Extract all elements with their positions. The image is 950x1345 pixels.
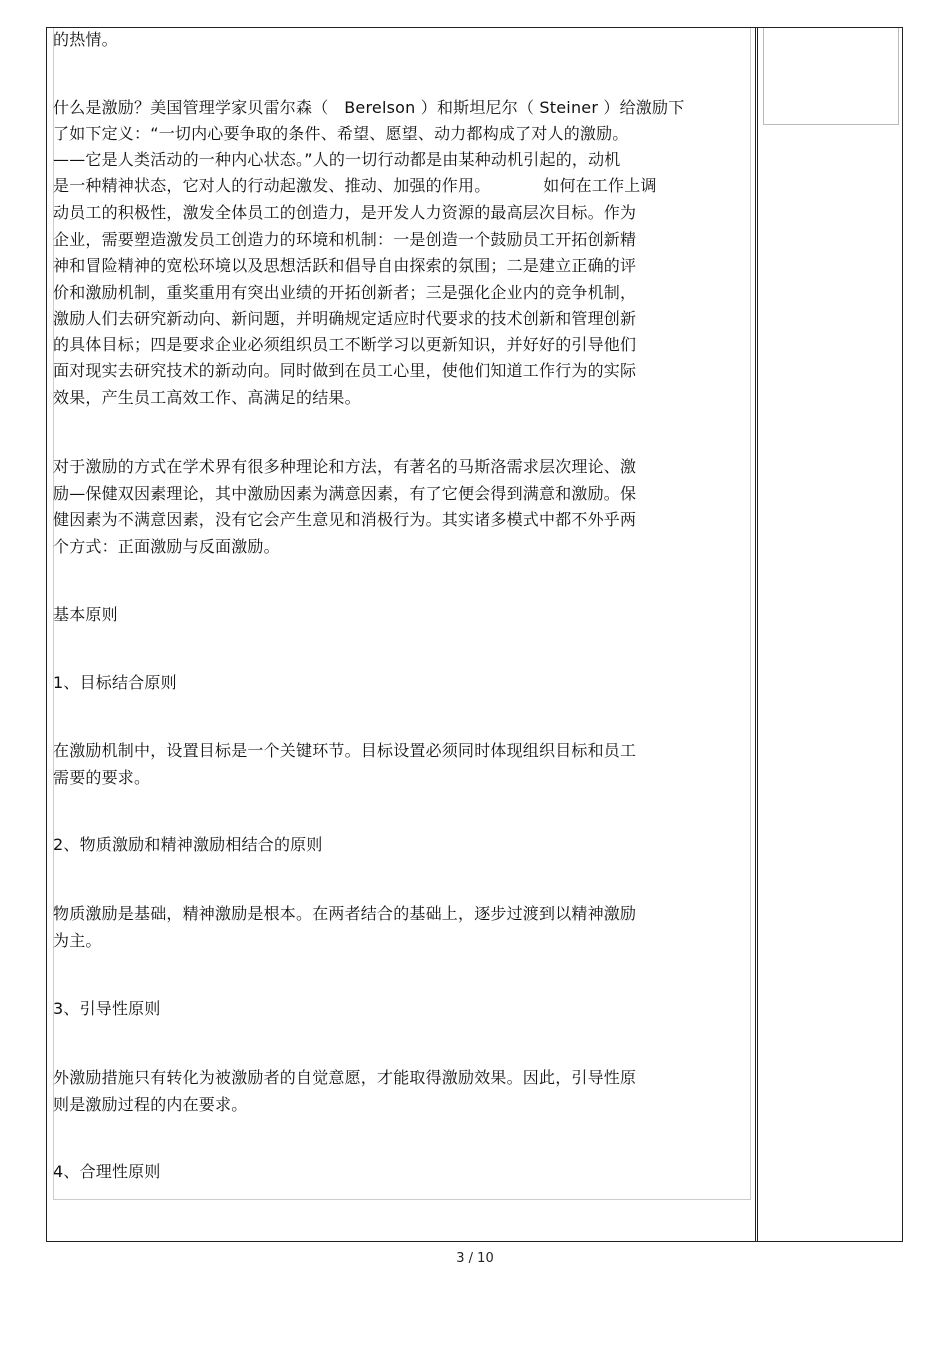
paragraph-line: 动员工的积极性，激发全体员工的创造力，是开发人力资源的最高层次目标。作为 xyxy=(53,203,637,222)
paragraph-line: 效果，产生员工高效工作、高满足的结果。 xyxy=(53,388,361,407)
paragraph-line: 需要的要求。 xyxy=(53,768,151,787)
paragraph-line: 在激励机制中，设置目标是一个关键环节。目标设置必须同时体现组织目标和员工 xyxy=(53,741,637,760)
paragraph-line: 了如下定义：“一切内心要争取的条件、希望、愿望、动力都构成了对人的激励。 xyxy=(53,124,629,143)
principle-heading: 2、物质激励和精神激励相结合的原则 xyxy=(53,835,323,854)
paragraph-line: 面对现实去研究技术的新动向。同时做到在员工心里，使他们知道工作行为的实际 xyxy=(53,361,637,380)
paragraph-line: ——它是人类活动的一种内心状态。”人的一切行动都是由某种动机引起的，动机 xyxy=(53,150,621,169)
paragraph-line: 为主。 xyxy=(53,931,102,950)
page-number: 3 / 10 xyxy=(456,1251,494,1266)
section-heading: 基本原则 xyxy=(53,605,118,624)
paragraph-line: 神和冒险精神的宽松环境以及思想活跃和倡导自由探索的氛围；二是建立正确的评 xyxy=(53,256,637,275)
paragraph-line: 外激励措施只有转化为被激励者的自觉意愿，才能取得激励效果。因此，引导性原 xyxy=(53,1068,637,1087)
paragraph-line: 个方式：正面激励与反面激励。 xyxy=(53,537,280,556)
principle-heading: 1、目标结合原则 xyxy=(53,673,177,692)
paragraph-line: 是一种精神状态，它对人的行动起激发、推动、加强的作用。 如何在工作上调 xyxy=(53,176,657,195)
paragraph-line: 健因素为不满意因素，没有它会产生意见和消极行为。其实诸多模式中都不外乎两 xyxy=(53,510,637,529)
paragraph-line: 物质激励是基础，精神激励是根本。在两者结合的基础上，逐步过渡到以精神激励 xyxy=(53,904,637,923)
principle-heading: 4、合理性原则 xyxy=(53,1162,161,1181)
paragraph-line: 的热情。 xyxy=(53,30,118,49)
paragraph-line: 激励人们去研究新动向、新问题，并明确规定适应时代要求的技术创新和管理创新 xyxy=(53,309,637,328)
paragraph-line: 的具体目标；四是要求企业必须组织员工不断学习以更新知识，并好好的引导他们 xyxy=(53,335,637,354)
paragraph-line: 对于激励的方式在学术界有很多种理论和方法，有著名的马斯洛需求层次理论、激 xyxy=(53,457,637,476)
principle-heading: 3、引导性原则 xyxy=(53,999,161,1018)
paragraph-line: 励—保健双因素理论，其中激励因素为满意因素，有了它便会得到满意和激励。保 xyxy=(53,484,637,503)
paragraph-line: 什么是激励？美国管理学家贝雷尔森（ Berelson ）和斯坦尼尔（ Steiner ）给激励下 xyxy=(53,98,685,117)
paragraph-line: 则是激励过程的内在要求。 xyxy=(53,1095,248,1114)
column-divider xyxy=(755,28,758,1241)
paragraph-line: 价和激励机制，重奖重用有突出业绩的开拓创新者；三是强化企业内的竞争机制， xyxy=(53,283,637,302)
side-cell xyxy=(763,28,899,125)
paragraph-line: 企业，需要塑造激发员工创造力的环境和机制：一是创造一个鼓励员工开拓创新精 xyxy=(53,230,637,249)
